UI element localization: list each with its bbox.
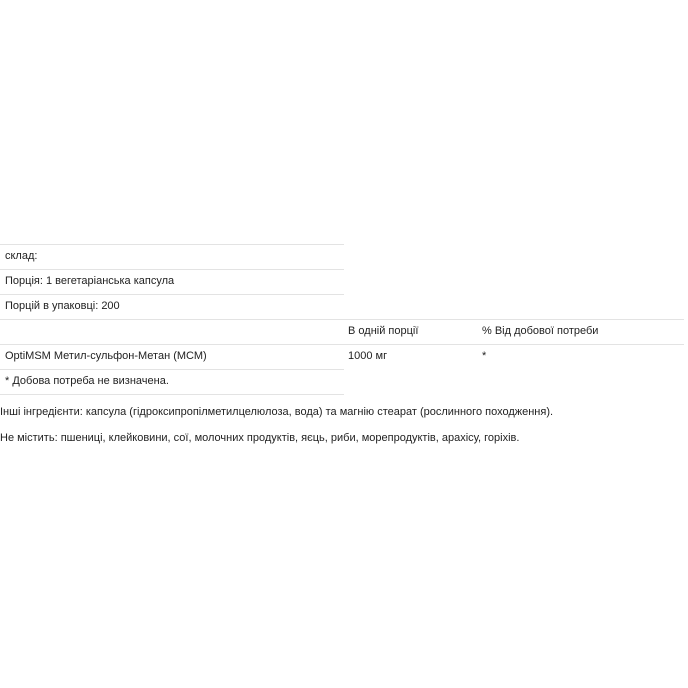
divider xyxy=(0,394,344,395)
supplement-facts-table xyxy=(0,244,688,394)
facts-heading-row xyxy=(0,244,688,269)
other-ingredients-text: Інші інгредієнти: капсула (гідроксипропілметилцелюлоза, вода) та магнію стеарат (рослинного походження). xyxy=(0,406,554,418)
divider xyxy=(0,319,684,320)
serving-size: Порція: 1 вегетаріанська капсула xyxy=(5,275,175,287)
ingredient-name: OptiMSM Метил-сульфон-Метан (МСМ) xyxy=(5,350,207,362)
divider xyxy=(0,244,344,245)
divider xyxy=(0,294,344,295)
column-header-row xyxy=(0,319,688,344)
column-header-per-serving: В одній порції xyxy=(348,325,419,337)
divider xyxy=(0,344,684,345)
footnote-row xyxy=(0,369,688,394)
does-not-contain-text: Не містить: пшениці, клейковини, сої, молочних продуктів, яєць, риби, морепродуктів, арахісу, горіхів. xyxy=(0,432,520,444)
ingredient-amount: 1000 мг xyxy=(348,350,388,362)
divider xyxy=(0,369,344,370)
serving-size-row xyxy=(0,269,688,294)
facts-heading: склад: xyxy=(5,250,38,262)
ingredient-daily-value: * xyxy=(482,350,487,362)
servings-per-container-row xyxy=(0,294,688,319)
ingredient-row xyxy=(0,344,688,369)
column-header-daily-value: % Від добової потреби xyxy=(482,325,599,337)
divider xyxy=(0,269,344,270)
daily-value-footnote: * Добова потреба не визначена. xyxy=(5,375,169,387)
servings-per-container: Порцій в упаковці: 200 xyxy=(5,300,120,312)
